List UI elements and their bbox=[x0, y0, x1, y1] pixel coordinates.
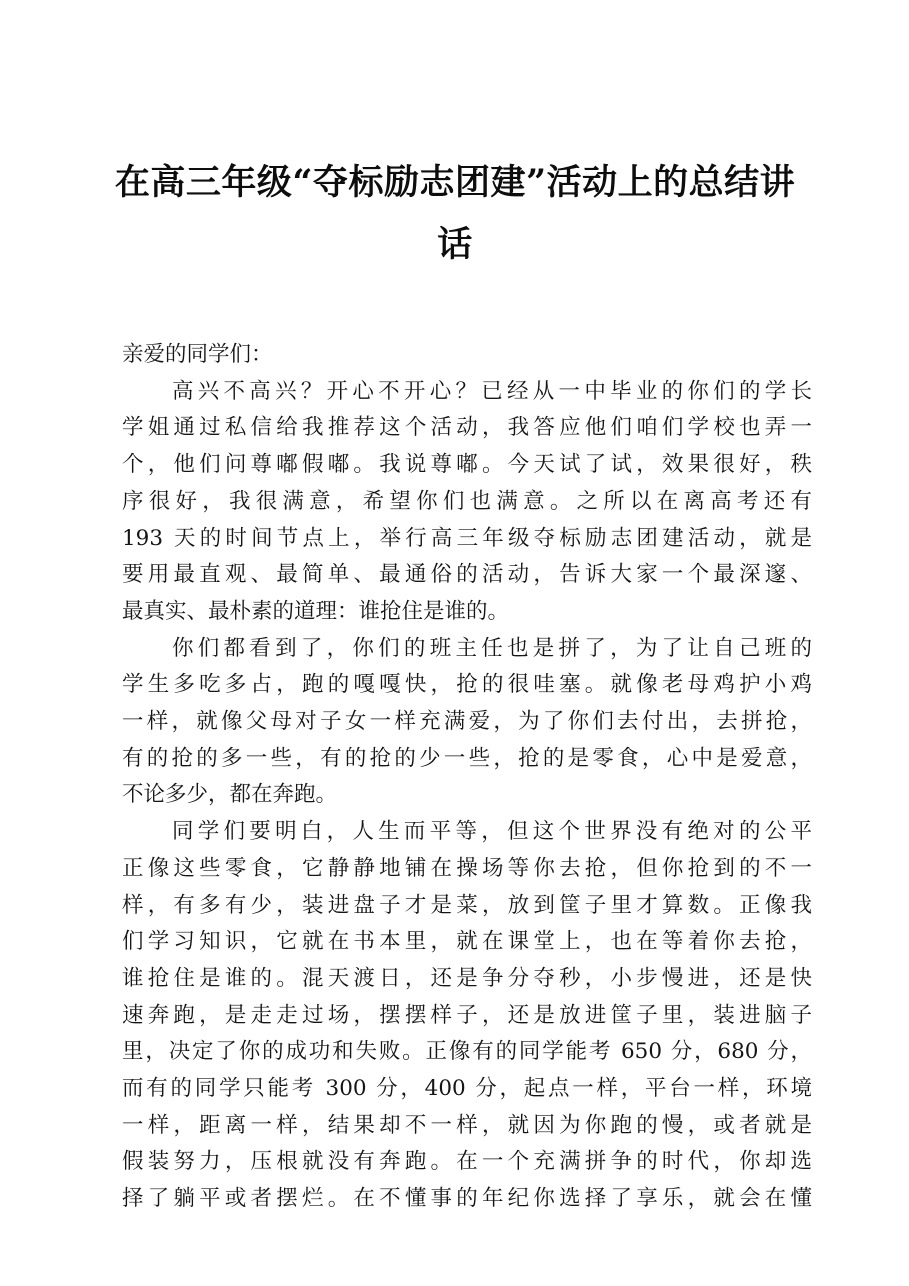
paragraph-line: 学生多吃多占，跑的嘎嘎快，抢的很哇塞。就像老母鸡护小鸡 bbox=[122, 672, 812, 698]
paragraph-line: 你们都看到了，你们的班主任也是拼了，为了让自己班的 bbox=[172, 635, 812, 661]
paragraph-line: 一样，距离一样，结果却不一样，就因为你跑的慢，或者就是 bbox=[122, 1112, 812, 1138]
salutation: 亲爱的同学们： bbox=[122, 342, 273, 367]
paragraph-line: 假装努力，压根就没有奔跑。在一个充满拼争的时代，你却选 bbox=[122, 1149, 812, 1175]
paragraph-line: 最真实、最朴素的道理：谁抢住是谁的。 bbox=[122, 598, 510, 624]
paragraph-2 bbox=[122, 631, 812, 815]
document-body bbox=[122, 337, 812, 1218]
paragraph-line: 有的抢的多一些，有的抢的少一些，抢的是零食，心中是爱意， bbox=[122, 745, 812, 771]
paragraph-line: 择了躺平或者摆烂。在不懂事的年纪你选择了享乐，就会在懂 bbox=[122, 1186, 812, 1212]
paragraph-line: 速奔跑，是走走过场，摆摆样子，还是放进筐子里，装进脑子 bbox=[122, 1002, 812, 1028]
paragraph-1 bbox=[122, 374, 812, 631]
paragraph-line: 们学习知识，它就在书本里，就在课堂上，也在等着你去抢， bbox=[122, 929, 812, 955]
title-line-1: 在高三年级“夺标励志团建”活动上的总结讲 bbox=[114, 162, 796, 203]
paragraph-line: 193 天的时间节点上，举行高三年级夺标励志团建活动，就是 bbox=[122, 525, 812, 551]
paragraph-line: 个，他们问尊嘟假嘟。我说尊嘟。今天试了试，效果很好，秩 bbox=[122, 452, 812, 478]
paragraph-line: 一样，就像父母对子女一样充满爱，为了你们去付出，去拼抢， bbox=[122, 709, 812, 735]
document-title bbox=[110, 152, 800, 276]
paragraph-line: 而有的同学只能考 300 分，400 分，起点一样，平台一样，环境 bbox=[122, 1076, 812, 1102]
paragraph-line: 序很好，我很满意，希望你们也满意。之所以在离高考还有 bbox=[122, 488, 812, 514]
paragraph-line: 里，决定了你的成功和失败。正像有的同学能考 650 分，680 分， bbox=[122, 1039, 812, 1065]
paragraph-line: 样，有多有少，装进盘子才是菜，放到筐子里才算数。正像我 bbox=[122, 892, 812, 918]
paragraph-line: 正像这些零食，它静静地铺在操场等你去抢，但你抢到的不一 bbox=[122, 855, 812, 881]
paragraph-3 bbox=[122, 814, 812, 1218]
paragraph-line: 学姐通过私信给我推荐这个活动，我答应他们咱们学校也弄一 bbox=[122, 415, 812, 441]
paragraph-line: 谁抢住是谁的。混天渡日，还是争分夺秒，小步慢进，还是快 bbox=[122, 965, 812, 991]
title-line-2: 话 bbox=[437, 224, 473, 265]
paragraph-line: 同学们要明白，人生而平等，但这个世界没有绝对的公平 bbox=[172, 819, 812, 845]
paragraph-line: 要用最直观、最简单、最通俗的活动，告诉大家一个最深邃、 bbox=[122, 562, 812, 588]
paragraph-line: 高兴不高兴？开心不开心？已经从一中毕业的你们的学长 bbox=[172, 378, 812, 404]
paragraph-line: 不论多少，都在奔跑。 bbox=[122, 782, 338, 808]
